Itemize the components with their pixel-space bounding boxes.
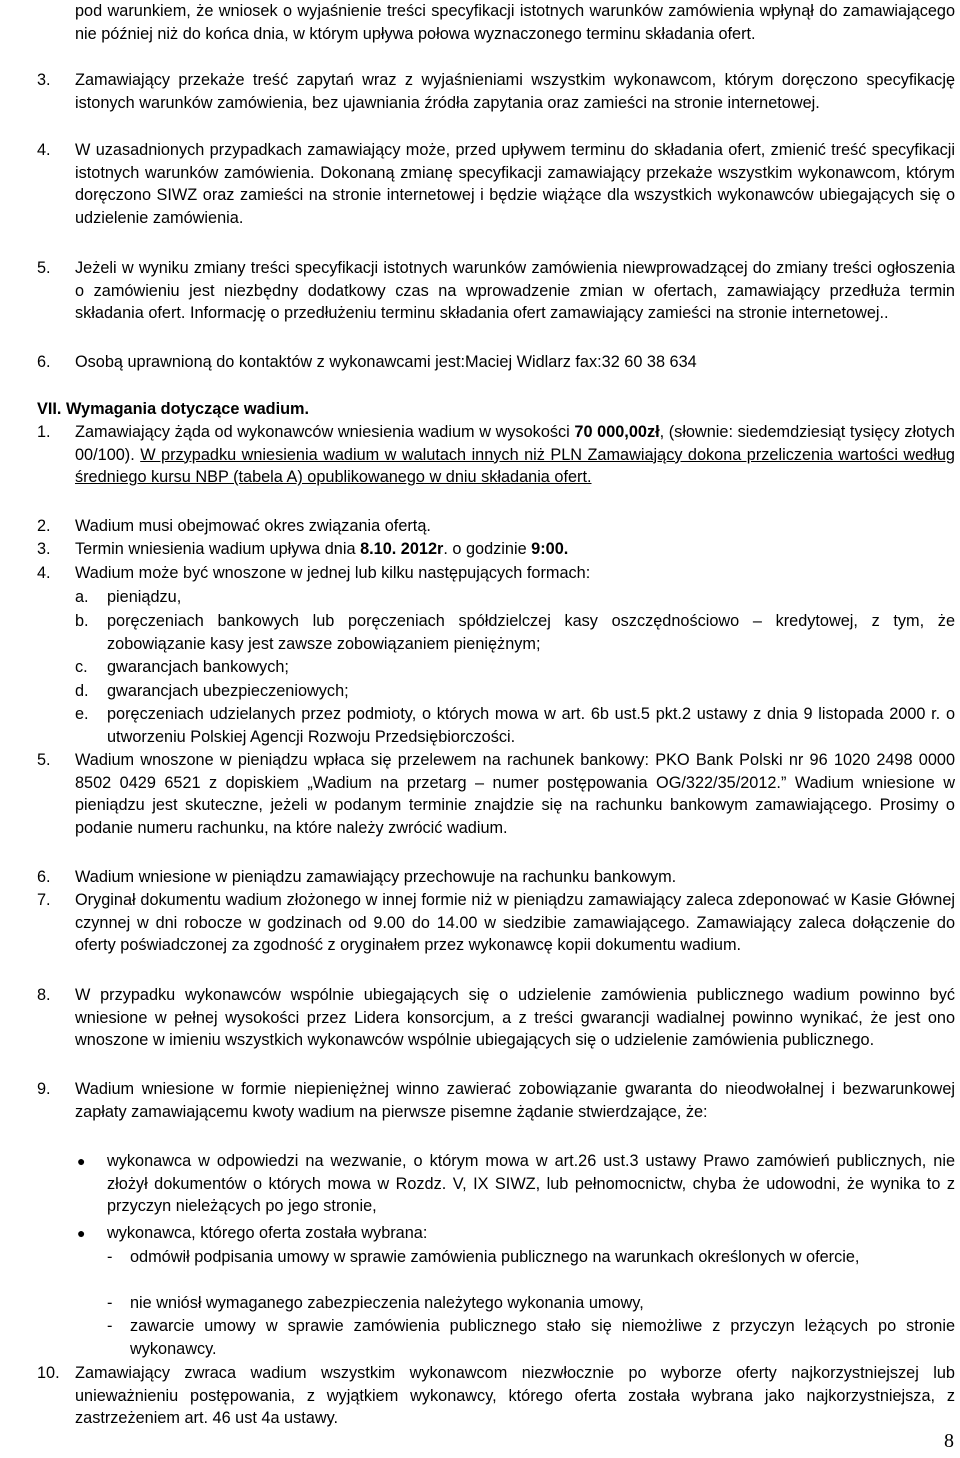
page-number: 8 <box>944 1430 954 1452</box>
intro-paragraph: pod warunkiem, że wniosek o wyjaśnienie treści specyfikacji istotnych warunków zamówienia wpłynął do zamawiającego nie później niż do końca dnia, w którym upływa połowa wyznaczonego terminu składania ofert. <box>75 2 955 43</box>
list-item-text: Osobą uprawnioną do kontaktów z wykonawcami jest:Maciej Widlarz fax:32 60 38 634 <box>75 353 697 371</box>
section-heading: VII. Wymagania dotyczące wadium. <box>37 400 310 418</box>
list-number: 3. <box>37 71 51 89</box>
sub-item-text: poręczeniach bankowych lub poręczeniach spółdzielczej kasy oszczędnościowo – kredytowej, z tym, że zobowiązanie kasy jest zawsze zobowiązaniem pieniężnym; <box>107 612 955 653</box>
sub-item-text: poręczeniach udzielanych przez podmioty, o których mowa w art. 6b ust.5 pkt.2 ustawy z dnia 9 listopada 2000 r. o utworzeniu Polskiej Agencji Rozwoju Przedsiębiorczości. <box>107 705 955 746</box>
list-number: 8. <box>37 986 51 1004</box>
list-number: 2. <box>37 517 51 535</box>
bullet-item-text: wykonawca w odpowiedzi na wezwanie, o którym mowa w art.26 ust.3 ustawy Prawo zamówień publicznych, nie złożył dokumentów o których mowa w Rozdz. V, IX SIWZ, lub pełnomocnictw, chyba że udowodni, że wynika to z przyczyn nieleżących po jego stronie, <box>107 1152 955 1216</box>
deadline-time: 9:00. <box>531 540 569 558</box>
list-item-text: Wadium wniesione w formie niepieniężnej winno zawierać zobowiązanie gwaranta do nieodwołalnej i bezwarunkowej zapłaty zamawiającemu kwoty wadium na pierwsze pisemne żądanie stwierdzające, że: <box>75 1080 955 1121</box>
list-number: 7. <box>37 891 51 909</box>
list-number: 4. <box>37 141 51 159</box>
list-number: 5. <box>37 259 51 277</box>
list-number: 9. <box>37 1080 51 1098</box>
list-item-text: Zamawiający przekaże treść zapytań wraz z wyjaśnieniami wszystkim wykonawcom, którym doręczono specyfikację istonych warunków zamówienia, bez ujawniania źródła zapytania oraz zamieści na stronie internetowej. <box>75 71 955 112</box>
list-item-text: Wadium może być wnoszone w jednej lub kilku następujących formach: <box>75 564 591 582</box>
list-item-text: Oryginał dokumentu wadium złożonego w innej formie niż w pieniądzu zamawiający zaleca zdeponować w Kasie Głównej czynnej w dni robocze w godzinach od 9.00 do 14.00 w siedzibie zamawiającego. Zamawiający zaleca dołączenie do oferty poświadczonej za zgodność z oryginałem przez wykonawcę kopii dokumentu wadium. <box>75 891 955 955</box>
sub-letter: b. <box>75 612 89 630</box>
list-item-text <box>75 538 955 561</box>
text-span: , (słownie: siedemdziesiąt tysięcy złotych 00/100). <box>75 423 955 464</box>
list-item-text: Wadium wniesione w pieniądzu zamawiający przechowuje na rachunku bankowym. <box>75 868 677 886</box>
bullet-icon: ● <box>77 1153 86 1169</box>
deadline-date: 8.10. 2012r <box>360 540 444 558</box>
list-item-text: Wadium musi obejmować okres związania ofertą. <box>75 517 431 535</box>
list-number: 3. <box>37 540 51 558</box>
list-item-text: Wadium wnoszone w pieniądzu wpłaca się przelewem na rachunek bankowy: PKO Bank Polski nr 96 1020 2498 0000 8502 0429 6521 z dopiskiem „Wadium na przetarg – numer postępowania OG/322/35/2012.” Wadium wniesione w pieniądzu jest skuteczne, jeżeli w podanym terminie znajdzie się na rachunku bankowym zamawiającego. Prosimy o podanie numeru rachunku, na które należy zwrócić wadium. <box>75 751 955 837</box>
list-number: 10. <box>37 1364 60 1382</box>
list-number: 5. <box>37 751 51 769</box>
list-item-text <box>75 421 955 489</box>
sub-item-text: gwarancjach bankowych; <box>107 658 289 676</box>
sub-item-text: pieniądzu, <box>107 588 182 606</box>
list-item-text: Zamawiający zwraca wadium wszystkim wykonawcom niezwłocznie po wyborze oferty najkorzystniejszej lub unieważnieniu postępowania, z wyjątkiem wykonawcy, którego oferta została wybrana jako najkorzystniejsza, z zastrzeżeniem art. 46 ust 4a ustawy. <box>75 1364 955 1428</box>
sub-letter: e. <box>75 705 89 723</box>
list-item-text: W przypadku wykonawców wspólnie ubiegających się o udzielenie zamówienia publicznego wadium powinno być wniesione w pełnej wysokości przez Lidera konsorcjum, a z treści gwarancji wadialnej powinno wynikać, że jest ono wnoszone w imieniu wszystkich wykonawców wspólnie ubiegających się o udzielenie zamówienia publicznego. <box>75 986 955 1050</box>
sub-letter: c. <box>75 658 88 676</box>
dash-marker: - <box>107 1248 113 1266</box>
dash-marker: - <box>107 1294 113 1312</box>
list-item-text: W uzasadnionych przypadkach zamawiający może, przed upływem terminu do składania ofert, zmienić treść specyfikacji istotnych warunków zamówienia. Dokonaną zmianę specyfikacji zamawiający przekaże wszystkim wykonawcom, którym doręczono SIWZ oraz zamieści na stronie internetowej i będzie wiążące dla wszystkich wykonawców ubiegających się o udzielenie zamówienia. <box>75 141 955 227</box>
list-item-text: Jeżeli w wyniku zmiany treści specyfikacji istotnych warunków zamówienia niewprowadzącej do zmiany treści ogłoszenia o zamówieniu jest niezbędny dodatkowy czas na wprowadzenie zmian w ofertach, zamawiający przedłuża termin składania ofert. Informację o przedłużeniu terminu składania ofert zamawiający zamieści na stronie internetowej.. <box>75 259 955 323</box>
bullet-item-text: wykonawca, którego oferta została wybrana: <box>107 1224 428 1242</box>
list-number: 1. <box>37 423 51 441</box>
bullet-icon: ● <box>77 1225 86 1241</box>
sub-item-text: gwarancjach ubezpieczeniowych; <box>107 682 349 700</box>
dash-item-text: nie wniósł wymaganego zabezpieczenia należytego wykonania umowy, <box>130 1294 644 1312</box>
list-number: 4. <box>37 564 51 582</box>
text-span: . o godzinie <box>443 540 532 558</box>
text-span: Termin wniesienia wadium upływa dnia <box>75 540 361 558</box>
list-number: 6. <box>37 868 51 886</box>
dash-marker: - <box>107 1317 113 1335</box>
dash-item-text: odmówił podpisania umowy w sprawie zamówienia publicznego na warunkach określonych w ofercie, <box>130 1248 860 1266</box>
sub-letter: a. <box>75 588 89 606</box>
list-number: 6. <box>37 353 51 371</box>
currency-note: W przypadku wniesienia wadium w walutach innych niż PLN Zamawiający dokona przeliczenia wartości według średniego kursu NBP (tabela A) opublikowanego w dniu składania ofert. <box>75 445 955 487</box>
text-span: Zamawiający żąda od wykonawców wniesienia wadium w wysokości <box>75 423 575 441</box>
wadium-amount: 70 000,00zł <box>574 423 660 441</box>
sub-letter: d. <box>75 682 89 700</box>
dash-item-text: zawarcie umowy w sprawie zamówienia publicznego stało się niemożliwe z przyczyn leżących po stronie wykonawcy. <box>130 1317 955 1358</box>
